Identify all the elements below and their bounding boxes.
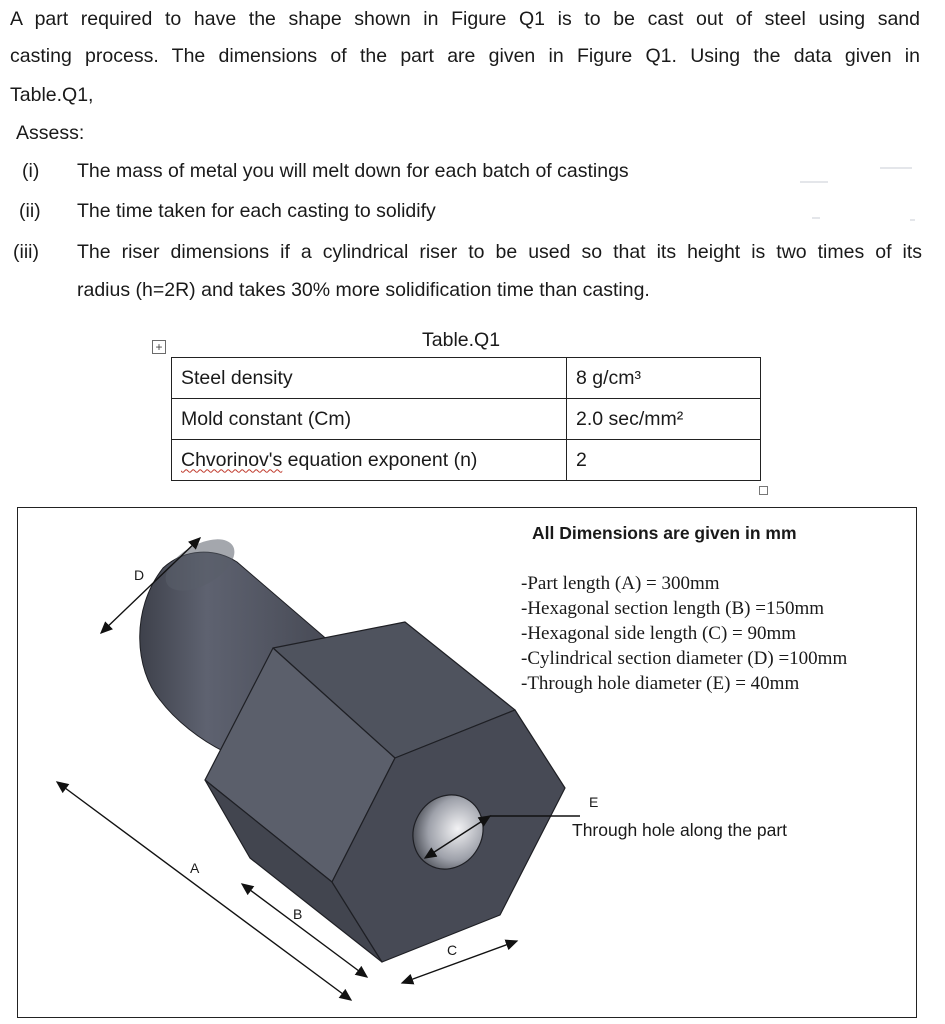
- dimension-label-d: D: [134, 567, 145, 583]
- through-hole-note: Through hole along the part: [572, 820, 788, 840]
- item-text: The mass of metal you will melt down for each batch of castings: [77, 160, 629, 182]
- dimension-label-e: E: [589, 794, 599, 810]
- table-cell: 2: [567, 440, 761, 481]
- dimension-label-b: B: [293, 906, 303, 922]
- dimension-item: -Hexagonal side length (C) = 90mm: [521, 623, 797, 644]
- item-text: The time taken for each casting to solidify: [77, 200, 436, 222]
- intro-line-1: A part required to have the shape shown in Figure Q1 is to be cast out of steel using sand: [10, 8, 920, 30]
- intro-line-3: Table.Q1,: [10, 84, 94, 106]
- dimension-item: -Part length (A) = 300mm: [521, 573, 720, 594]
- item-text-continued: radius (h=2R) and takes 30% more solidification time than casting.: [77, 279, 650, 301]
- dimensions-heading: All Dimensions are given in mm: [532, 523, 797, 543]
- item-number: (ii): [19, 200, 41, 222]
- table-cell: 8 g/cm³: [567, 358, 761, 399]
- assess-label: Assess:: [16, 122, 85, 144]
- table-cell: Steel density: [172, 358, 567, 399]
- dimension-item: -Hexagonal section length (B) =150mm: [521, 598, 825, 619]
- item-text: The riser dimensions if a cylindrical riser to be used so that its height is two times of its: [77, 241, 922, 263]
- intro-line-2: casting process. The dimensions of the part are given in Figure Q1. Using the data given in: [10, 45, 920, 67]
- table-caption: Table.Q1: [422, 329, 501, 351]
- dimension-item: -Through hole diameter (E) = 40mm: [521, 673, 800, 694]
- item-number: (iii): [13, 241, 39, 263]
- item-number: (i): [22, 160, 40, 182]
- cell-text: equation exponent (n): [282, 448, 478, 471]
- table-move-handle[interactable]: +: [152, 340, 166, 354]
- spellcheck-word: Chvorinov's: [181, 448, 283, 471]
- dimension-item: -Cylindrical section diameter (D) =100mm: [521, 648, 848, 669]
- dimension-label-c: C: [447, 942, 458, 958]
- dimension-label-a: A: [190, 860, 200, 876]
- table-cell: 2.0 sec/mm²: [567, 399, 761, 440]
- table-cell: Mold constant (Cm): [172, 399, 567, 440]
